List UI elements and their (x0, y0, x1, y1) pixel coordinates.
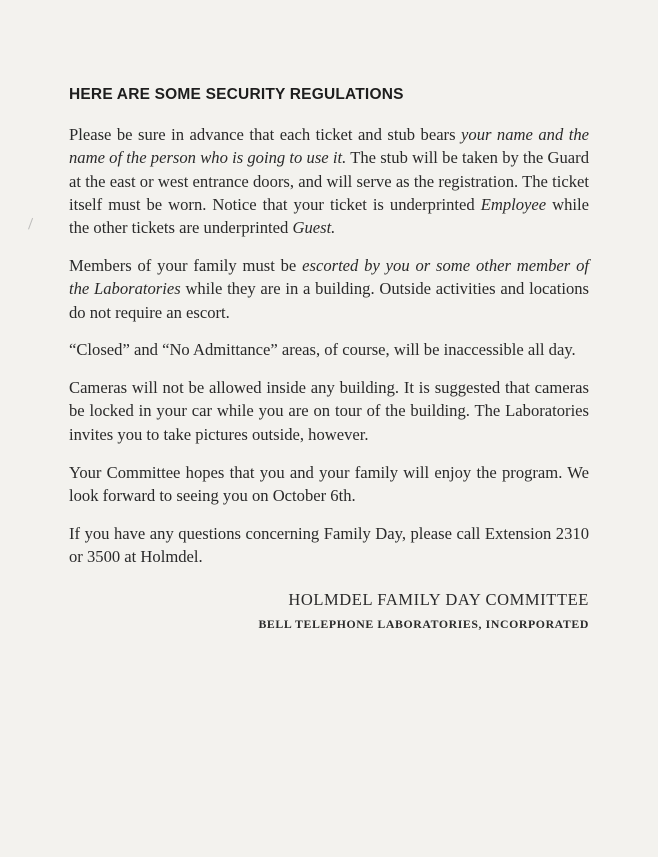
paragraph-ticket-stub (69, 123, 589, 239)
signature-committee: HOLMDEL FAMILY DAY COMMITTEE (288, 590, 589, 610)
text-run: while they are in a building. Outside activities and locations do not require an escort. (69, 279, 589, 322)
document-page (69, 84, 589, 632)
emphasis-text: your name and the name of the person who is going to use it. (69, 125, 589, 168)
page-title: HERE ARE SOME SECURITY REGULATIONS (69, 86, 404, 103)
stray-pen-mark (28, 218, 35, 230)
text-run: The stub will be taken by the Guard at the east or west entrance doors, and will serve as the registration. The ticket itself must be worn. Notice that your ticket is underprinted (69, 148, 589, 214)
paragraph-questions: If you have any questions concerning Family Day, please call Extension 2310 or 3500 at Holmdel. (69, 523, 589, 566)
emphasis-text: Guest. (292, 218, 336, 238)
text-run: Members of your family must be (69, 255, 303, 275)
text-run: while the other tickets are underprinted (69, 194, 590, 238)
text-run: Please be sure in advance that each ticket and stub bears (69, 125, 462, 144)
signature-block (69, 589, 589, 632)
paragraph-cameras: Cameras will not be allowed inside any building. It is suggested that cameras be locked in your car while you are on tour of the building. The Laboratories invites you to take pictures outside, however. (69, 378, 589, 444)
signature-company: BELL TELEPHONE LABORATORIES, INCORPORATED (258, 617, 589, 632)
paragraph-closed-areas: “Closed” and “No Admittance” areas, of course, will be inaccessible all day. (69, 340, 576, 360)
emphasis-text: escorted by you or some other member of the Laboratories (69, 255, 589, 299)
paragraph-committee-hopes: Your Committee hopes that you and your family will enjoy the program. We look forward to seeing you on October 6th. (69, 462, 589, 505)
paragraph-escort (69, 254, 589, 324)
emphasis-text: Employee (480, 194, 547, 214)
